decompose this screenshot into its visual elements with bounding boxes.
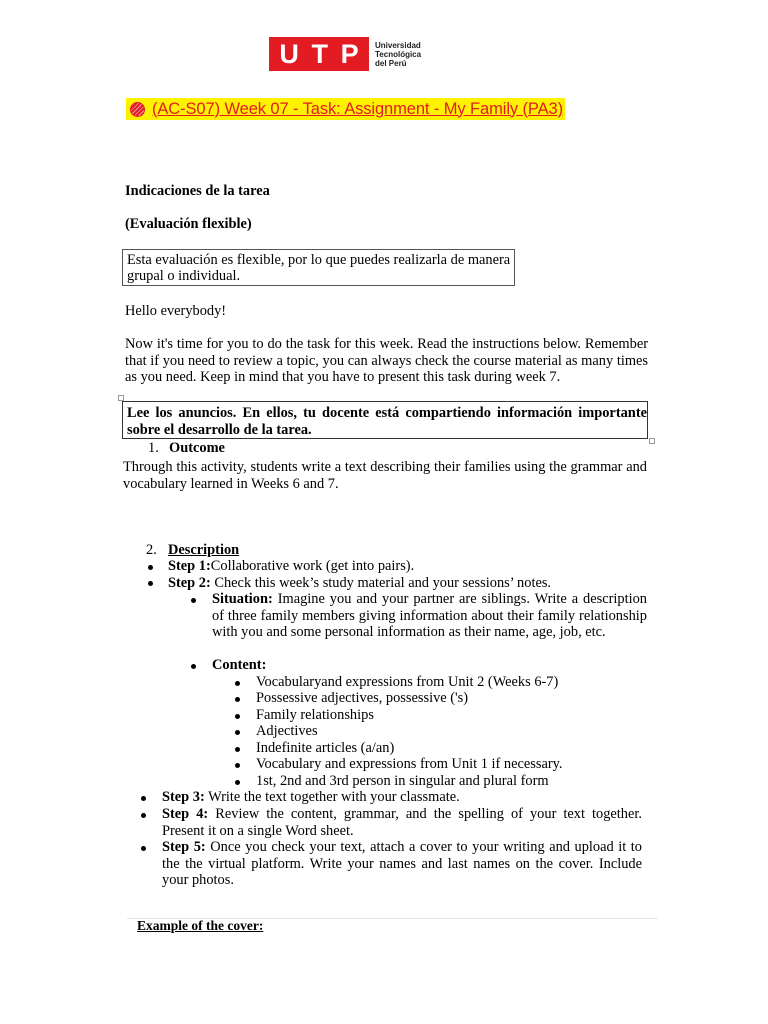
step-1 — [168, 558, 414, 575]
status-dot-icon — [130, 102, 145, 117]
bullet — [235, 681, 240, 686]
logo-letter-u: U — [279, 38, 299, 69]
utp-logo-mark — [269, 37, 369, 71]
task-heading: Indicaciones de la tarea — [125, 183, 270, 199]
outcome-text: Through this activity, students write a text describing their families using the grammar and vocabulary learned in Weeks 6 and 7. — [123, 459, 647, 492]
bullet — [235, 747, 240, 752]
logo-letter-t: T — [311, 38, 328, 69]
content-item: Vocabularyand expressions from Unit 2 (Weeks 6-7) — [256, 674, 559, 690]
logo-line-2: Tecnológica — [375, 49, 422, 59]
assignment-title-text[interactable]: (AC-S07) Week 07 - Task: Assignment - My Family (PA3) — [152, 99, 563, 118]
description-heading: Description — [168, 542, 240, 558]
bullet — [235, 763, 240, 768]
step-5-text: Once you check your text, attach a cover to your writing and upload it to the the virtual platform. Write your names and last names on the cover. Include your photos. — [162, 839, 642, 888]
bullet — [235, 780, 240, 785]
description-number: 2. — [146, 542, 157, 558]
step-2 — [168, 575, 551, 592]
content-item: Vocabulary and expressions from Unit 1 if necessary. — [256, 756, 563, 772]
step-2-label: Step 2: — [168, 575, 211, 591]
step-2-text: Check this week’s study material and your sessions’ notes. — [210, 575, 552, 591]
bullet — [235, 714, 240, 719]
evaluation-type-heading: (Evaluación flexible) — [125, 216, 252, 232]
bullet — [148, 581, 153, 586]
greeting: Hello everybody! — [125, 303, 227, 319]
bullet — [141, 813, 146, 818]
logo-line-3: del Perú — [375, 58, 407, 68]
logo-line-1: Universidad — [375, 40, 421, 50]
content-item: Family relationships — [256, 707, 374, 723]
logo-letter-p: P — [340, 38, 359, 69]
outcome-number: 1. — [148, 440, 159, 456]
content-item: Indefinite articles (a/an) — [256, 740, 395, 756]
bullet — [235, 697, 240, 702]
bullet — [148, 565, 153, 570]
situation — [212, 591, 647, 641]
step-5 — [162, 839, 642, 889]
step-3-text: Write the text together with your classmate. — [204, 789, 460, 805]
announcement-notice-box — [122, 401, 648, 439]
step-5-label: Step 5: — [162, 839, 206, 855]
outcome-heading: Outcome — [169, 440, 225, 456]
cover-example-label: Example of the cover: — [137, 918, 264, 933]
announcement-notice-text: Lee los anuncios. En ellos, tu docente está compartiendo información importante sobre el desarrollo de la tarea. — [127, 405, 647, 438]
bullet — [191, 598, 196, 603]
flexible-evaluation-box — [122, 249, 515, 286]
bullet — [191, 664, 196, 669]
situation-text: Imagine you and your partner are siblings. Write a description of three family members giving information about their family relationship with you and some personal information as their name, age, job, etc. — [212, 591, 647, 640]
logo-university-name — [375, 41, 421, 68]
flex-box-line-2: grupal o individual. — [127, 268, 241, 284]
step-4-text: Review the content, grammar, and the spelling of your text together. Present it on a single Word sheet. — [162, 806, 642, 839]
content-item: Possessive adjectives, possessive ('s) — [256, 690, 469, 706]
utp-logo — [269, 37, 421, 71]
step-3-label: Step 3: — [162, 789, 205, 805]
intro-paragraph: Now it's time for you to do the task for this week. Read the instructions below. Remember that if you need to review a topic, you can always check the course material as many times as you need. Keep in mind that you have to present this task during week 7. — [125, 336, 648, 385]
step-1-text: Collaborative work (get into pairs). — [210, 558, 415, 574]
step-4 — [162, 806, 642, 839]
bullet — [141, 796, 146, 801]
flex-box-line-1: Esta evaluación es flexible, por lo que puedes realizarla de manera — [127, 252, 511, 268]
table-resize-handle-icon[interactable] — [649, 438, 655, 444]
assignment-title — [126, 98, 565, 120]
content-item: 1st, 2nd and 3rd person in singular and plural form — [256, 773, 549, 789]
bullet — [235, 730, 240, 735]
bullet — [141, 846, 146, 851]
step-1-label: Step 1: — [168, 558, 211, 574]
step-4-label: Step 4: — [162, 806, 209, 822]
content-item: Adjectives — [256, 723, 318, 739]
step-3 — [162, 789, 460, 806]
content-label: Content: — [212, 657, 267, 673]
situation-label: Situation: — [212, 591, 273, 607]
